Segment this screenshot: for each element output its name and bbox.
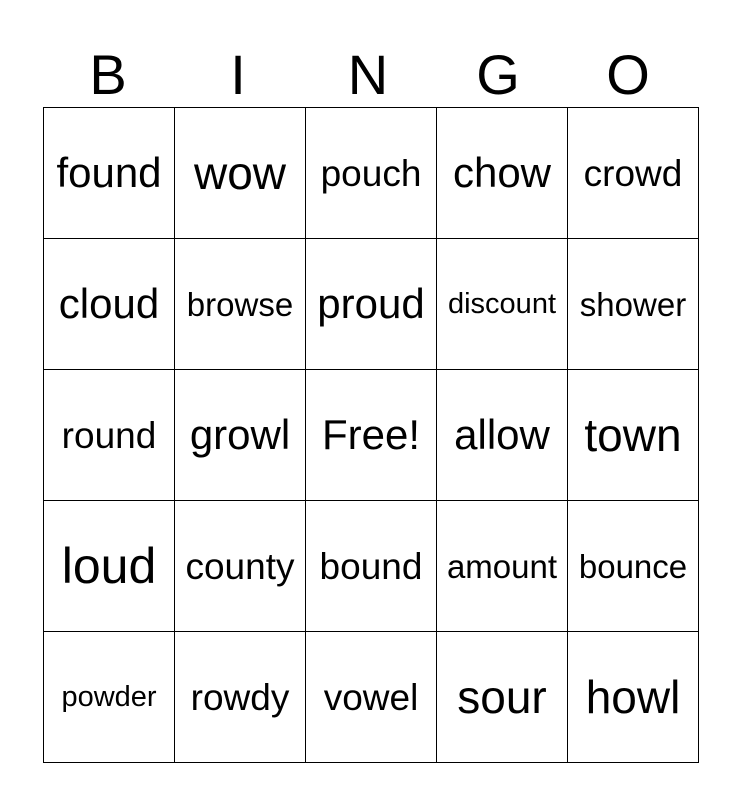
cell-r4-c5: bounce xyxy=(568,501,699,632)
cell-r2-c4: discount xyxy=(437,239,568,370)
header-letter-g: G xyxy=(476,43,520,106)
bingo-header xyxy=(43,44,693,106)
cell-r1-c2: wow xyxy=(175,108,306,239)
board-row-3 xyxy=(44,370,699,501)
cell-r2-c5: shower xyxy=(568,239,699,370)
cell-r3-c3-free: Free! xyxy=(306,370,437,501)
header-letter-i: I xyxy=(230,43,246,106)
cell-r3-c4: allow xyxy=(437,370,568,501)
header-letter-b: B xyxy=(89,43,127,106)
cell-r4-c4: amount xyxy=(437,501,568,632)
board-row-2 xyxy=(44,239,699,370)
cell-r3-c1: round xyxy=(44,370,175,501)
cell-r1-c5: crowd xyxy=(568,108,699,239)
cell-r2-c1: cloud xyxy=(44,239,175,370)
cell-r1-c4: chow xyxy=(437,108,568,239)
cell-r1-c3: pouch xyxy=(306,108,437,239)
cell-r5-c3: vowel xyxy=(306,632,437,763)
cell-r4-c3: bound xyxy=(306,501,437,632)
cell-r4-c2: county xyxy=(175,501,306,632)
cell-r4-c1: loud xyxy=(44,501,175,632)
cell-r3-c2: growl xyxy=(175,370,306,501)
header-letter-n: N xyxy=(347,43,389,106)
board-row-1 xyxy=(44,108,699,239)
header-letter-o: O xyxy=(606,43,650,106)
cell-r5-c1: powder xyxy=(44,632,175,763)
cell-r5-c5: howl xyxy=(568,632,699,763)
cell-r1-c1: found xyxy=(44,108,175,239)
board-row-5 xyxy=(44,632,699,763)
cell-r2-c2: browse xyxy=(175,239,306,370)
cell-r2-c3: proud xyxy=(306,239,437,370)
cell-r3-c5: town xyxy=(568,370,699,501)
bingo-board xyxy=(43,107,699,763)
cell-r5-c2: rowdy xyxy=(175,632,306,763)
board-row-4 xyxy=(44,501,699,632)
cell-r5-c4: sour xyxy=(437,632,568,763)
